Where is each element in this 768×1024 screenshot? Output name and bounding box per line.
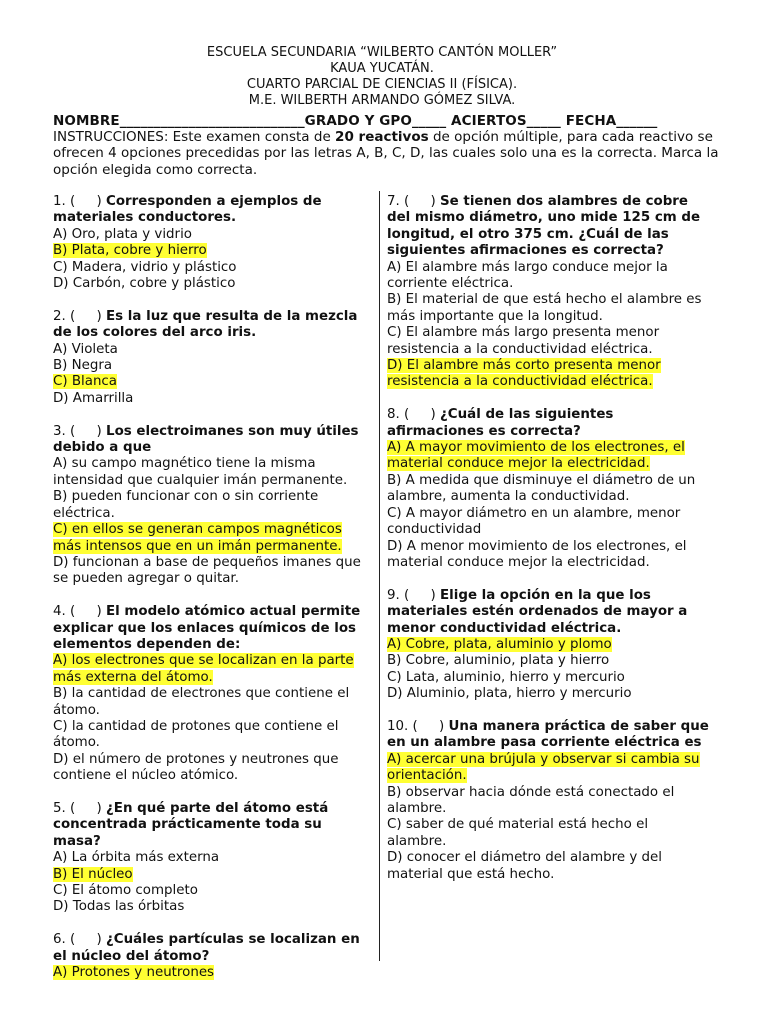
answer-option [387, 653, 709, 669]
school-name: ESCUELA SECUNDARIA “WILBERTO CANTÓN MOLLER” [206, 45, 558, 60]
question [53, 194, 371, 292]
answer-option [53, 260, 371, 276]
left-column [53, 194, 371, 998]
answer-option [387, 260, 709, 293]
answer-option [53, 752, 371, 785]
answer-option-text: A) Violeta [53, 341, 118, 357]
question-stem [53, 932, 371, 965]
student-info-line: NOMBRE___________________________GRADO Y GPO_____ ACIERTOS_____ FECHA______ [53, 113, 658, 129]
answer-option-highlighted: A) Cobre, plata, aluminio y plomo [387, 636, 612, 652]
answer-option-highlighted: B) Plata, cobre y hierro [53, 243, 207, 259]
answer-option [387, 850, 709, 883]
answer-option-text: C) El alambre más largo presenta menor resistencia a la conductividad eléctrica. [387, 325, 660, 357]
answer-option [53, 391, 371, 407]
answer-option-text: B) observar hacia dónde está conectado el alambre. [387, 784, 675, 816]
question-text: El modelo atómico actual permite explicar que los enlaces químicos de los elementos dependen de: [53, 604, 361, 652]
answer-option [53, 850, 371, 866]
answer-option [53, 883, 371, 899]
answer-option-text: D) funcionan a base de pequeños imanes que se pueden agregar o quitar. [53, 554, 361, 587]
question-stem [387, 588, 709, 637]
answer-option [53, 719, 371, 752]
question-stem [387, 719, 709, 752]
answer-option [387, 506, 709, 539]
question-text: ¿Cuál de las siguientes afirmaciones es correcta? [387, 407, 614, 439]
question-number: 4. ( ) [53, 604, 107, 620]
question-number: 2. ( ) [53, 308, 107, 324]
answer-option [387, 292, 709, 325]
answer-option-text: B) Negra [53, 358, 113, 374]
answer-option [53, 227, 371, 243]
answer-option [53, 522, 371, 555]
question-number: 1. ( ) [53, 194, 107, 209]
answer-option-text: A) El alambre más largo conduce mejor la corriente eléctrica. [387, 259, 668, 292]
answer-option-highlighted: B) El núcleo [53, 866, 133, 882]
question-number: 5. ( ) [53, 800, 107, 816]
answer-option [387, 473, 709, 506]
question-text: ¿Cuáles partículas se localizan en el núcleo del átomo? [53, 932, 360, 964]
question-stem [53, 801, 371, 850]
answer-option-text: C) Lata, aluminio, hierro y mercurio [387, 669, 625, 685]
answer-option-highlighted: A) acercar una brújula y observar si cambia su orientación. [387, 751, 700, 784]
answer-option [53, 358, 371, 374]
question-number: 7. ( ) [387, 194, 441, 209]
question-text: Los electroimanes son muy útiles debido a que [53, 423, 359, 456]
answer-option-text: B) Cobre, aluminio, plata y hierro [387, 653, 610, 669]
answer-option-text: D) el número de protones y neutrones que contiene el núcleo atómico. [53, 751, 339, 784]
question [53, 309, 371, 407]
answer-option-highlighted: C) Blanca [53, 374, 117, 390]
question-number: 8. ( ) [387, 407, 441, 423]
question-stem [387, 194, 709, 260]
answer-option-text: D) Todas las órbitas [53, 899, 185, 915]
question-stem [53, 424, 371, 457]
question [53, 424, 371, 588]
answer-option [53, 899, 371, 915]
school-location: KAUA YUCATÁN. [330, 61, 434, 76]
question [53, 801, 371, 916]
answer-option [387, 670, 709, 686]
answer-option [53, 965, 371, 981]
answer-option-text: D) conocer el diámetro del alambre y del material que está hecho. [387, 850, 662, 882]
instructions-count: 20 reactivos [335, 129, 429, 145]
answer-option-text: D) A menor movimiento de los electrones, el material conduce mejor la electricidad. [387, 538, 687, 570]
answer-option [53, 276, 371, 292]
answer-option-text: D) Carbón, cobre y plástico [53, 276, 236, 292]
question-text: Elige la opción en la que los materiales estén ordenados de mayor a menor conductividad eléctrica. [387, 587, 688, 636]
instructions-prefix: INSTRUCCIONES: Este examen consta de [53, 129, 336, 145]
question [387, 407, 709, 571]
answer-option [53, 374, 371, 390]
answer-option [387, 817, 709, 850]
question-stem [53, 194, 371, 227]
answer-option-text: C) A mayor diámetro en un alambre, menor conductividad [387, 505, 681, 538]
question-text: Es la luz que resulta de la mezcla de los colores del arco iris. [53, 308, 358, 341]
answer-option [53, 456, 371, 489]
question-stem [387, 407, 709, 440]
answer-option-highlighted: A) Protones y neutrones [53, 965, 215, 981]
question-text: Se tienen dos alambres de cobre del mismo diámetro, uno mide 125 cm de longitud, el otro 375 cm. ¿Cuál de las siguientes afirmaciones es correcta? [387, 194, 701, 259]
question-stem [53, 309, 371, 342]
answer-option-text: A) La órbita más externa [53, 850, 220, 866]
column-divider [379, 191, 380, 961]
answer-option-text: B) la cantidad de electrones que contiene el átomo. [53, 686, 350, 718]
teacher-name: M.E. WILBERTH ARMANDO GÓMEZ SILVA. [248, 93, 516, 108]
answer-option-text: B) El material de que está hecho el alambre es más importante que la longitud. [387, 292, 702, 324]
exam-title: CUARTO PARCIAL DE CIENCIAS II (FÍSICA). [246, 77, 518, 92]
answer-option-highlighted: A) los electrones que se localizan en la parte más externa del átomo. [53, 653, 354, 685]
instructions [53, 129, 723, 178]
question [387, 588, 709, 703]
answer-option-text: D) Amarrilla [53, 390, 134, 406]
answer-option [387, 325, 709, 358]
question [53, 604, 371, 784]
answer-option [53, 867, 371, 883]
answer-option-text: B) A medida que disminuye el diámetro de un alambre, aumenta la conductividad. [387, 472, 696, 505]
answer-option [387, 637, 709, 653]
answer-option-highlighted: D) El alambre más corto presenta menor resistencia a la conductividad eléctrica. [387, 358, 661, 390]
answer-option-text: A) Oro, plata y vidrio [53, 226, 192, 242]
question-text: Corresponden a ejemplos de materiales conductores. [53, 194, 322, 226]
question-text: Una manera práctica de saber que en un alambre pasa corriente eléctrica es [387, 718, 709, 751]
question-number: 9. ( ) [387, 587, 441, 603]
answer-option [53, 342, 371, 358]
answer-option [387, 539, 709, 572]
answer-option [387, 686, 709, 702]
answer-option-text: D) Aluminio, plata, hierro y mercurio [387, 686, 632, 702]
right-column [387, 194, 709, 899]
answer-option [387, 358, 709, 391]
answer-option [53, 686, 371, 719]
answer-option [53, 243, 371, 259]
question-text: ¿En qué parte del átomo está concentrada prácticamente toda su masa? [53, 800, 329, 849]
question [53, 932, 371, 981]
answer-option-text: C) Madera, vidrio y plástico [53, 259, 237, 275]
question-number: 3. ( ) [53, 423, 107, 439]
answer-option [387, 752, 709, 785]
answer-option-text: C) saber de qué material está hecho el alambre. [387, 817, 649, 849]
answer-option-text: C) la cantidad de protones que contiene el átomo. [53, 718, 339, 751]
question-stem [53, 604, 371, 653]
answer-option-text: B) pueden funcionar con o sin corriente eléctrica. [53, 489, 319, 521]
answer-option-text: A) su campo magnético tiene la misma intensidad que cualquier imán permanente. [53, 456, 348, 488]
question-number: 6. ( ) [53, 932, 107, 948]
answer-option-text: C) El átomo completo [53, 883, 198, 898]
answer-option-highlighted: A) A mayor movimiento de los electrones, el material conduce mejor la electricidad. [387, 440, 685, 472]
answer-option [387, 785, 709, 818]
question [387, 194, 709, 391]
answer-option [387, 440, 709, 473]
exam-header [52, 45, 712, 109]
instructions-suffix: de opción múltiple, para cada reactivo se ofrecen 4 opciones precedidas por las letras A, B, C, D, las cuales solo una es la correcta. Marca la opción elegida como correcta. [53, 129, 719, 178]
question-number: 10. ( ) [387, 718, 449, 734]
answer-option-highlighted: C) en ellos se generan campos magnéticos más intensos que en un imán permanente. [53, 522, 342, 554]
answer-option [53, 555, 371, 588]
answer-option [53, 653, 371, 686]
answer-option [53, 489, 371, 522]
question [387, 719, 709, 883]
